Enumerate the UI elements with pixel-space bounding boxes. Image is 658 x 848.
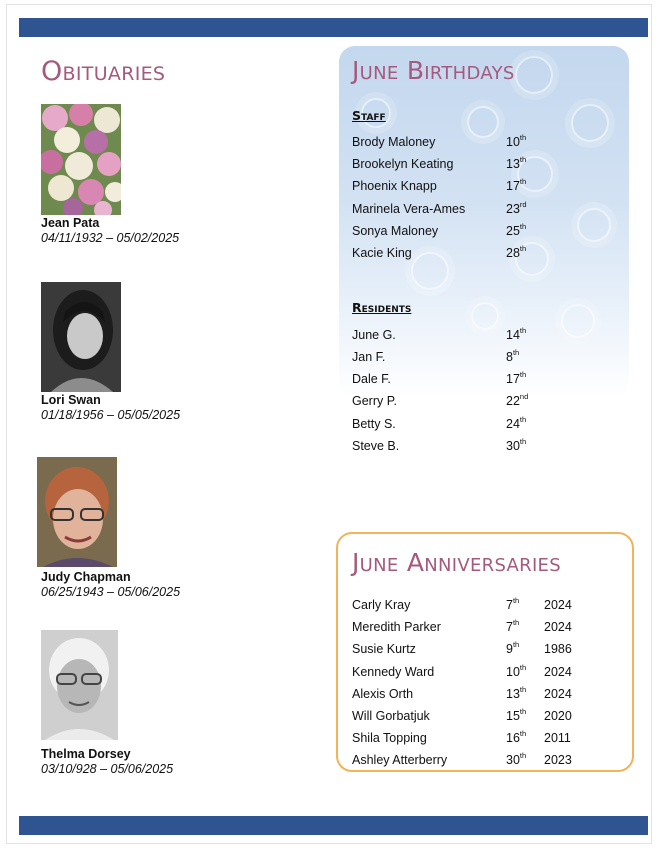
birthday-day: 8th <box>506 348 520 364</box>
birthday-name: Sonya Maloney <box>352 224 439 238</box>
obituary-dates: 06/25/1943 – 05/06/2025 <box>41 585 181 599</box>
bottom-banner-bar <box>19 816 648 835</box>
anniversary-day: 15th <box>506 707 527 723</box>
birthday-name: Jan F. <box>352 350 386 364</box>
anniversary-day: 13th <box>506 685 527 701</box>
birthday-name: Gerry P. <box>352 394 397 408</box>
anniversary-name: Ashley Atterberry <box>352 753 448 767</box>
birthdays-title: June Birthdays <box>352 56 515 85</box>
anniversary-name: Susie Kurtz <box>352 642 416 656</box>
sun-decoration <box>577 208 611 242</box>
birthday-name: Phoenix Knapp <box>352 179 437 193</box>
anniversary-day: 9th <box>506 640 520 656</box>
anniversary-year: 1986 <box>544 642 572 656</box>
anniversary-year: 2020 <box>544 709 572 723</box>
portrait-photo <box>41 630 118 740</box>
birthday-name: Dale F. <box>352 372 391 386</box>
birthday-day: 17th <box>506 370 527 386</box>
obituary-name: Jean Pata <box>41 216 100 230</box>
residents-subheading: Residents <box>352 300 412 315</box>
obituary-name: Judy Chapman <box>41 570 131 584</box>
birthday-day: 24th <box>506 415 527 431</box>
birthday-day: 22nd <box>506 392 529 408</box>
birthday-name: Brody Maloney <box>352 135 436 149</box>
birthday-day: 13th <box>506 155 527 171</box>
anniversary-day: 7th <box>506 618 520 634</box>
birthdays-panel <box>339 46 629 396</box>
anniversary-year: 2024 <box>544 598 572 612</box>
birthday-name: Kacie King <box>352 246 412 260</box>
anniversary-year: 2024 <box>544 687 572 701</box>
birthday-name: June G. <box>352 328 396 342</box>
birthday-day: 23rd <box>506 200 527 216</box>
flowers-photo <box>41 104 121 215</box>
portrait-photo <box>41 282 121 392</box>
birthday-name: Marinela Vera-Ames <box>352 202 466 216</box>
birthday-day: 30th <box>506 437 527 453</box>
anniversary-name: Shila Topping <box>352 731 427 745</box>
birthday-day: 25th <box>506 222 527 238</box>
staff-subheading: Staff <box>352 108 386 123</box>
sun-decoration <box>515 56 553 94</box>
sun-decoration <box>561 304 595 338</box>
birthday-day: 17th <box>506 177 527 193</box>
anniversary-year: 2023 <box>544 753 572 767</box>
obituary-name: Lori Swan <box>41 393 101 407</box>
sun-decoration <box>571 104 609 142</box>
obituary-dates: 03/10/928 – 05/06/2025 <box>41 762 174 776</box>
anniversary-name: Will Gorbatjuk <box>352 709 430 723</box>
anniversary-year: 2011 <box>544 731 571 745</box>
sun-decoration <box>411 252 449 290</box>
anniversary-year: 2024 <box>544 665 572 679</box>
anniversary-name: Meredith Parker <box>352 620 441 634</box>
sun-decoration <box>467 106 499 138</box>
top-banner-bar <box>19 18 648 37</box>
birthday-name: Brookelyn Keating <box>352 157 454 171</box>
anniversary-name: Carly Kray <box>352 598 411 612</box>
sun-decoration <box>471 302 499 330</box>
anniversary-day: 16th <box>506 729 527 745</box>
birthday-name: Steve B. <box>352 439 400 453</box>
anniversary-name: Kennedy Ward <box>352 665 435 679</box>
anniversaries-title: June Anniversaries <box>352 548 561 577</box>
anniversary-year: 2024 <box>544 620 572 634</box>
birthday-day: 28th <box>506 244 527 260</box>
anniversary-day: 10th <box>506 663 527 679</box>
obituary-dates: 01/18/1956 – 05/05/2025 <box>41 408 181 422</box>
anniversary-day: 30th <box>506 751 527 767</box>
anniversary-day: 7th <box>506 596 520 612</box>
obituary-name: Thelma Dorsey <box>41 747 131 761</box>
anniversary-name: Alexis Orth <box>352 687 414 701</box>
birthday-day: 10th <box>506 133 527 149</box>
obituaries-title: Obituaries <box>41 56 166 87</box>
birthday-name: Betty S. <box>352 417 396 431</box>
portrait-photo <box>37 457 117 567</box>
birthday-day: 14th <box>506 326 527 342</box>
obituary-dates: 04/11/1932 – 05/02/2025 <box>41 231 180 245</box>
